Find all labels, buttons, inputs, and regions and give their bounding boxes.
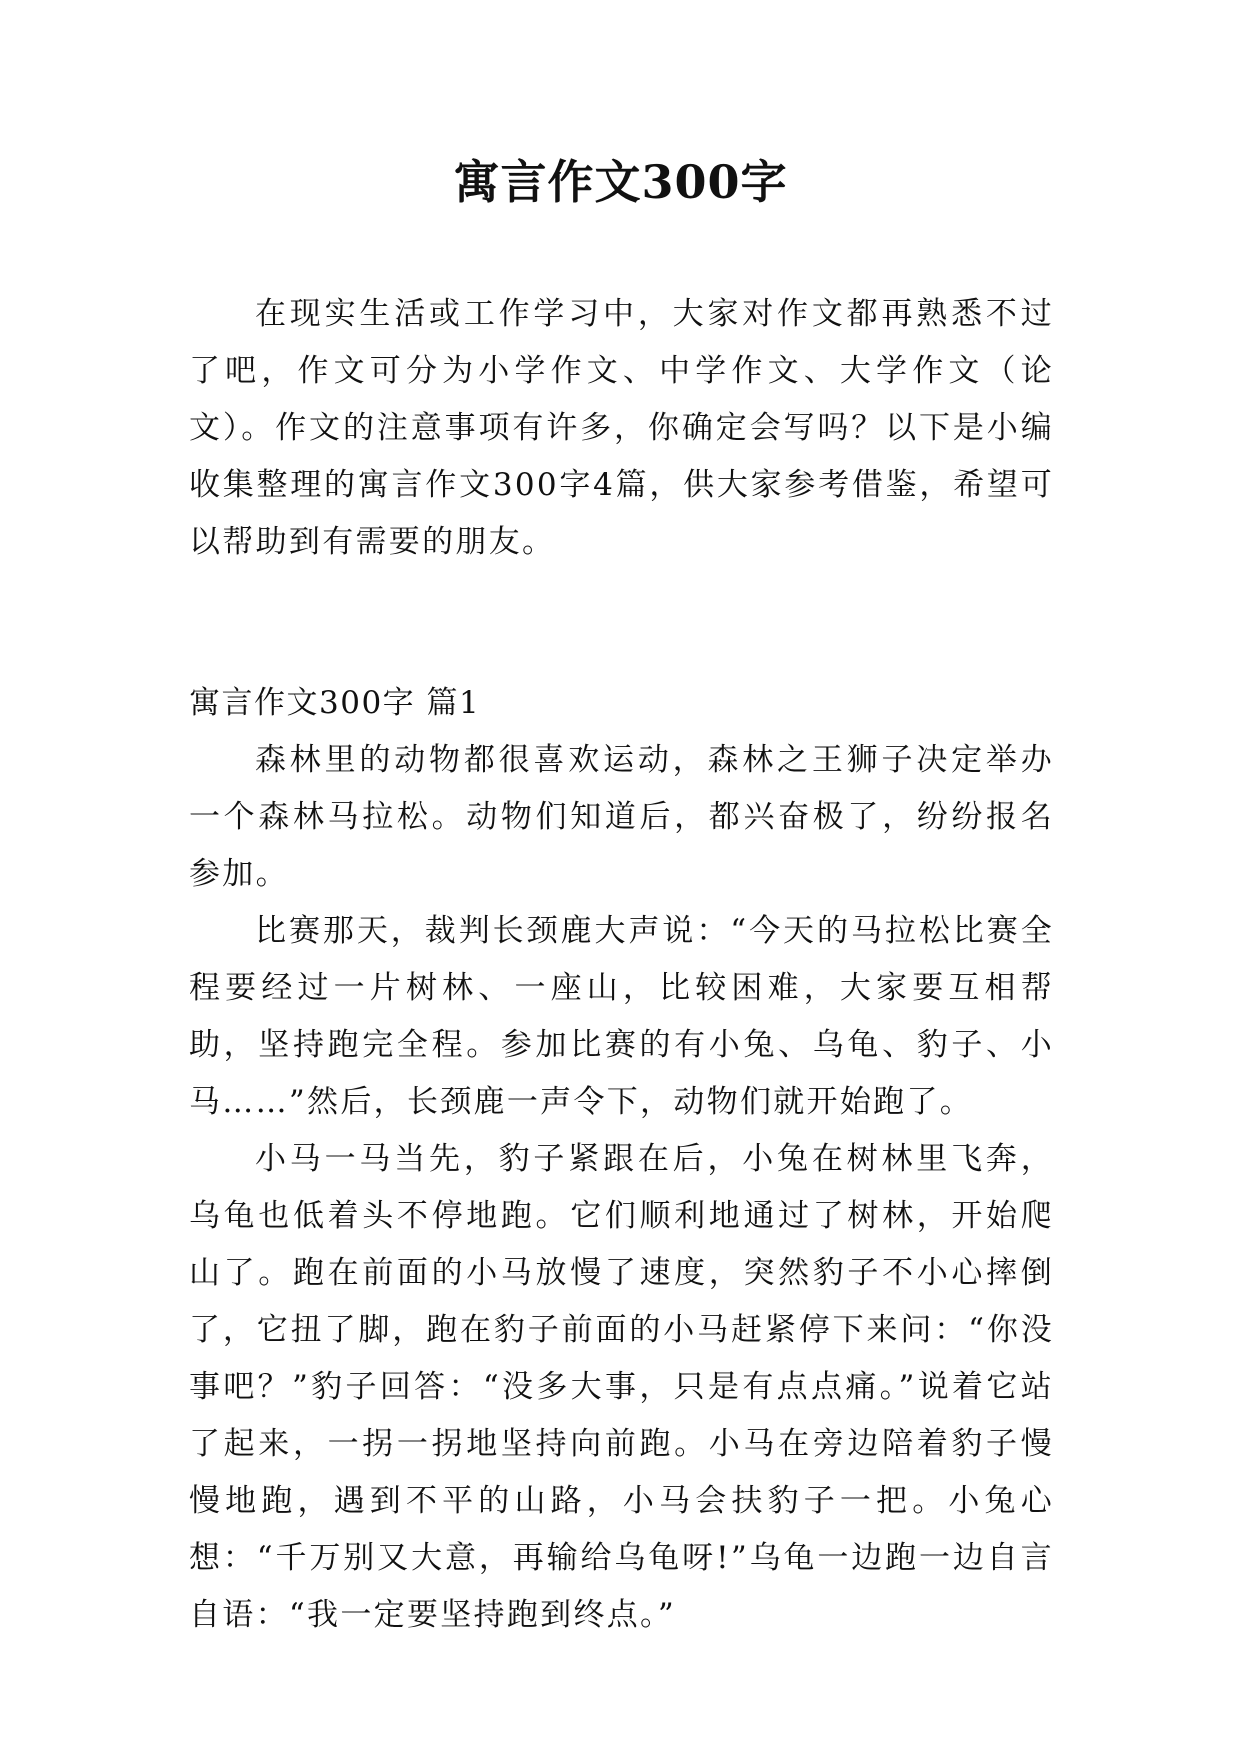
section-paragraph: 小马一马当先，豹子紧跟在后，小兔在树林里飞奔，乌龟也低着头不停地跑。它们顺利地通过了树林，开始爬山了。跑在前面的小马放慢了速度，突然豹子不小心摔倒了，它扭了脚，跑在豹子前面的小马赶紧停下来问：“你没事吧？”豹子回答：“没多大事，只是有点点痛。”说着它站了起来，一拐一拐地坚持向前跑。小马在旁边陪着豹子慢慢地跑，遇到不平的山路，小马会扶豹子一把。小兔心想：“千万别又大意，再输给乌龟呀!”乌龟一边跑一边自言自语：“我一定要坚持跑到终点。” — [189, 1141, 1054, 1633]
section-heading: 寓言作文300字 篇1 — [189, 685, 481, 721]
section-paragraph: 比赛那天，裁判长颈鹿大声说：“今天的马拉松比赛全程要经过一片树林、一座山，比较困难，大家要互相帮助，坚持跑完全程。参加比赛的有小兔、乌龟、豹子、小马……”然后，长颈鹿一声令下，动物们就开始跑了。 — [189, 913, 1054, 1120]
intro-paragraph: 在现实生活或工作学习中，大家对作文都再熟悉不过了吧，作文可分为小学作文、中学作文、大学作文（论文）。作文的注意事项有许多，你确定会写吗？以下是小编收集整理的寓言作文300字4篇，供大家参考借鉴，希望可以帮助到有需要的朋友。 — [189, 296, 1054, 560]
section-paragraph: 森林里的动物都很喜欢运动，森林之王狮子决定举办一个森林马拉松。动物们知道后，都兴奋极了，纷纷报名参加。 — [189, 742, 1054, 892]
section-1 — [189, 675, 1054, 1644]
document-title: 寓言作文300字 — [453, 155, 788, 209]
document-body — [189, 286, 1054, 1644]
